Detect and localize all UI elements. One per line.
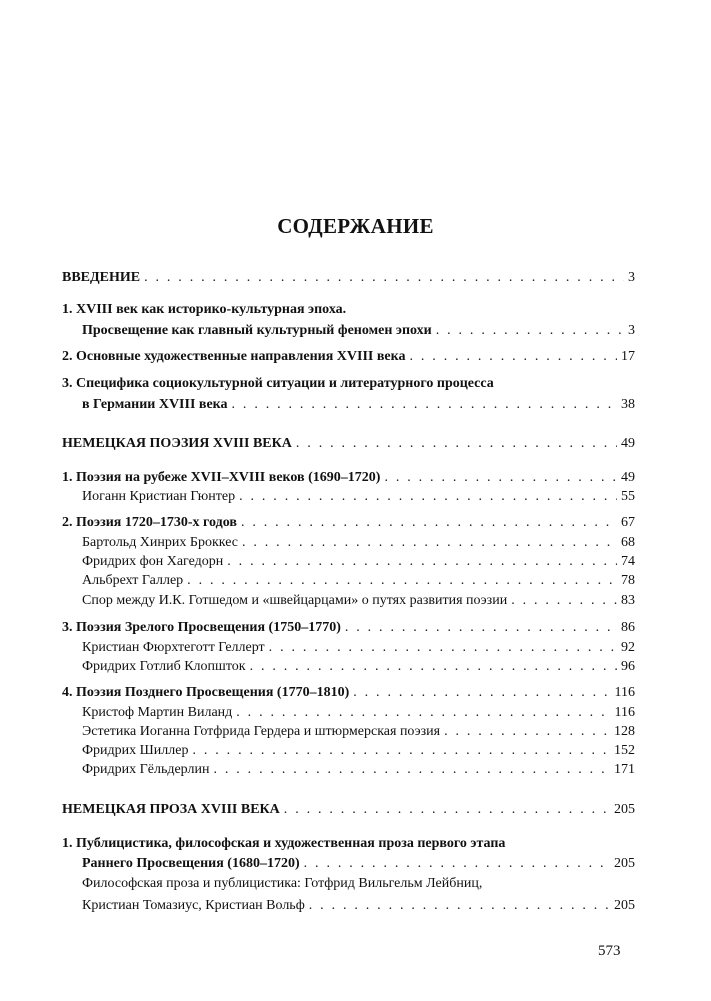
toc-leader-dots [187, 573, 617, 589]
toc-entry-page: 92 [621, 640, 635, 655]
toc-leader-dots [213, 762, 610, 778]
toc-entry-page: 152 [614, 743, 635, 758]
toc-entry-text: Бартольд Хинрих Броккес [82, 535, 238, 550]
toc-leader-dots [144, 270, 624, 286]
toc-leader-dots [511, 593, 617, 609]
toc-entry-page: 38 [621, 397, 635, 412]
toc-entry-page: 49 [621, 470, 635, 485]
toc-leader-dots [242, 535, 617, 551]
toc-subentry [82, 743, 635, 759]
toc-entry-text: Альбрехт Галлер [82, 573, 184, 588]
toc-entry-text: в Германии XVIII века [82, 397, 228, 412]
toc-entry-text: Кристиан Фюрхтеготт Геллерт [82, 640, 265, 655]
toc-subentry [82, 640, 635, 656]
toc-entry-page: 68 [621, 535, 635, 550]
toc-leader-dots [304, 856, 610, 872]
toc-entry-text: 2. Поэзия 1720–1730-х годов [62, 515, 237, 530]
toc-entry [62, 515, 635, 531]
toc-leader-dots [410, 349, 618, 365]
toc-entry [62, 302, 635, 318]
toc-subentry [82, 724, 635, 740]
toc-entry-text: Просвещение как главный культурный феномен эпохи [82, 323, 432, 338]
toc-entry-text: Спор между И.К. Готшедом и «швейцарцами» о путях развития поэзии [82, 593, 508, 608]
toc-entry [82, 323, 635, 339]
toc-entry-page: 205 [614, 898, 635, 913]
toc-entry-text: 3. Специфика социокультурной ситуации и литературного процесса [62, 376, 494, 391]
toc-entry-page: 128 [614, 724, 635, 739]
toc-entry-page: 49 [621, 436, 635, 451]
toc-leader-dots [269, 640, 617, 656]
toc-entry-text: Фридрих Готлиб Клопшток [82, 659, 246, 674]
toc-entry [62, 685, 635, 701]
toc-entry-page: 116 [614, 705, 635, 720]
toc-entry [62, 376, 635, 392]
toc-entry [82, 397, 635, 413]
toc-entry-page: 78 [621, 573, 635, 588]
toc-subentry [82, 554, 635, 570]
toc-entry-text: Раннего Просвещения (1680–1720) [82, 856, 300, 871]
toc-entry [62, 620, 635, 636]
toc-entry [82, 856, 635, 872]
toc-entry-text: Фридрих Гёльдерлин [82, 762, 210, 777]
toc-entry-page: 86 [621, 620, 635, 635]
toc-entry-page: 83 [621, 593, 635, 608]
toc-subentry [82, 535, 635, 551]
page-title: СОДЕРЖАНИЕ [277, 214, 434, 238]
toc-entry-text: Кристиан Томазиус, Кристиан Вольф [82, 898, 305, 913]
toc-entry-text: Эстетика Иоганна Готфрида Гердера и штюрмерская поэзия [82, 724, 441, 739]
toc-entry-text: ВВЕДЕНИЕ [62, 270, 141, 285]
toc-entry-text: 3. Поэзия Зрелого Просвещения (1750–1770) [62, 620, 341, 635]
toc-leader-dots [345, 620, 617, 636]
toc-entry-text: 1. Поэзия на рубеже XVII–XVIII веков (1690–1720) [62, 470, 381, 485]
toc-entry-page: 67 [621, 515, 635, 530]
toc-entry-text: 1. Публицистика, философская и художественная проза первого этапа [62, 836, 506, 851]
toc-entry-page: 3 [628, 323, 635, 338]
toc-entry-text: Иоганн Кристиан Гюнтер [82, 489, 236, 504]
toc-entry-page: 55 [621, 489, 635, 504]
toc-entry-text: 2. Основные художественные направления XVIII века [62, 349, 406, 364]
toc-subentry [82, 762, 635, 778]
toc-entry-page: 205 [614, 856, 635, 871]
toc-entry-page: 17 [621, 349, 635, 364]
toc-entry-text: Кристоф Мартин Виланд [82, 705, 233, 720]
toc-subentry [82, 489, 635, 505]
toc-entry-text: НЕМЕЦКАЯ ПРОЗА XVIII ВЕКА [62, 802, 280, 817]
toc-subentry [82, 659, 635, 675]
toc-section-intro [62, 270, 635, 286]
toc-leader-dots [444, 724, 610, 740]
toc-entry-page: 96 [621, 659, 635, 674]
toc-leader-dots [241, 515, 617, 531]
toc-subentry [82, 898, 635, 914]
toc-section-prose [62, 802, 635, 818]
toc-leader-dots [284, 802, 610, 818]
toc-entry-text: 1. XVIII век как историко-культурная эпоха. [62, 302, 347, 317]
toc-entry-page: 3 [628, 270, 635, 285]
toc-entry [62, 836, 635, 852]
toc-entry [62, 349, 635, 365]
toc-entry-page: 116 [614, 685, 635, 700]
toc-entry [62, 470, 635, 486]
toc-leader-dots [232, 397, 617, 413]
toc-entry-text: Фридрих фон Хагедорн [82, 554, 224, 569]
toc-subentry [82, 593, 635, 609]
toc-leader-dots [436, 323, 624, 339]
toc-entry-page: 205 [614, 802, 635, 817]
toc-subentry [82, 876, 635, 892]
toc-leader-dots [192, 743, 610, 759]
toc-leader-dots [309, 898, 610, 914]
toc-leader-dots [227, 554, 617, 570]
toc-leader-dots [250, 659, 617, 675]
toc-entry-page: 74 [621, 554, 635, 569]
toc-section-poetry [62, 436, 635, 452]
toc-leader-dots [296, 436, 617, 452]
toc-subentry [82, 573, 635, 589]
toc-entry-text: Философская проза и публицистика: Готфрид Вильгельм Лейбниц, [82, 876, 483, 891]
toc-entry-page: 171 [614, 762, 635, 777]
toc-entry-text: 4. Поэзия Позднего Просвещения (1770–1810) [62, 685, 350, 700]
toc-entry-text: НЕМЕЦКАЯ ПОЭЗИЯ XVIII ВЕКА [62, 436, 292, 451]
toc-leader-dots [239, 489, 617, 505]
toc-leader-dots [384, 470, 617, 486]
page-number: 573 [598, 943, 621, 959]
toc-leader-dots [236, 705, 610, 721]
toc-leader-dots [353, 685, 610, 701]
toc-subentry [82, 705, 635, 721]
toc-entry-text: Фридрих Шиллер [82, 743, 189, 758]
